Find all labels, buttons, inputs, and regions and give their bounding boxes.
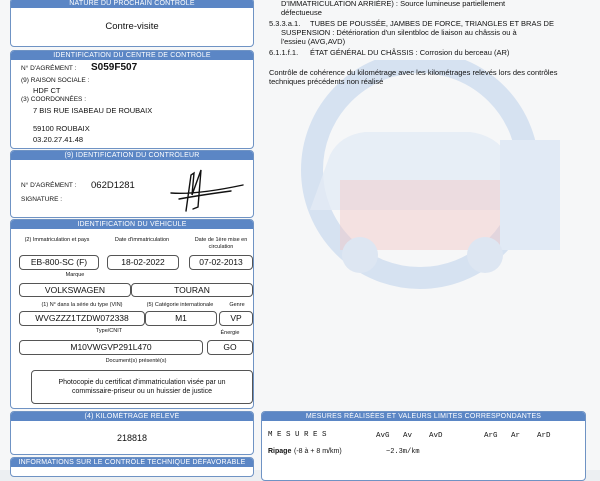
infos-panel xyxy=(10,457,254,477)
type-label: Type/CNIT xyxy=(95,328,123,334)
defect-item-title2: SUSPENSION : Détérioration d'un silentbloc de liaison au châssis ou à xyxy=(281,28,517,37)
date-immat-label: Date d'immatriculation xyxy=(114,237,170,243)
centre-phone: 03.20.27.41.48 xyxy=(33,135,84,144)
nature-value: Contre-visite xyxy=(105,21,159,32)
marque-label: Marque xyxy=(65,272,85,278)
controleur-agrement-value: 062D1281 xyxy=(91,180,135,191)
centre-header: IDENTIFICATION DU CENTRE DE CONTRÔLE xyxy=(11,51,253,60)
vin-label: (1) N° dans la série du type (VIN) xyxy=(41,302,123,308)
km-header: (4) KILOMÉTRAGE RELEVÉ xyxy=(11,412,253,421)
km-note1: Contrôle de cohérence du kilométrage avec les kilométrages relevés lors des contrôles xyxy=(269,68,558,77)
vin-field: WVGZZZ1TZDW072338 xyxy=(19,311,145,326)
defect-item-title: TUBES DE POUSSÉE, JAMBES DE FORCE, TRIANGLES ET BRAS DE xyxy=(310,19,554,28)
centre-raison-label: (9) RAISON SOCIALE : xyxy=(21,77,90,84)
col-av: Av xyxy=(403,432,413,440)
signature-mark xyxy=(151,165,251,217)
centre-raison-value: HDF CT xyxy=(33,86,61,95)
marque-field: VOLKSWAGEN xyxy=(19,283,131,297)
docs-line2: commissaire-priseur ou un huissier de justice xyxy=(71,388,213,395)
centre-address2: 59100 ROUBAIX xyxy=(33,124,90,133)
type-field: M10VWGVP291L470 xyxy=(19,340,203,355)
energie-label: Énergie xyxy=(220,330,240,336)
date-first-field: 07-02-2013 xyxy=(189,255,253,270)
defect-item-code: 5.3.3.a.1. xyxy=(269,19,301,28)
km-note2: techniques précédents non réalisé xyxy=(269,77,384,86)
defect-line2: défectueuse xyxy=(281,8,322,17)
ripage-label: Ripage xyxy=(268,448,292,455)
controleur-header: (9) IDENTIFICATION DU CONTRÔLEUR xyxy=(11,151,253,160)
nature-panel xyxy=(10,0,254,47)
centre-coord-label: (3) COORDONNÉES : xyxy=(21,96,87,103)
modele-field: TOURAN xyxy=(131,283,253,297)
km-panel xyxy=(10,411,254,455)
mesures-title: M E S U R E S xyxy=(268,431,327,439)
defect-item2-text: ÉTAT GÉNÉRAL DU CHÂSSIS : Corrosion du berceau (AR) xyxy=(310,48,510,57)
docs-field xyxy=(31,370,253,404)
infos-header: INFORMATIONS SUR LE CONTRÔLE TECHNIQUE DÉFAVORABLE xyxy=(11,458,253,467)
centre-agrement-label: N° D'AGRÉMENT : xyxy=(21,65,77,72)
defect-item2-code: 6.1.1.f.1. xyxy=(269,48,299,57)
controleur-panel xyxy=(10,150,254,218)
centre-panel xyxy=(10,50,254,149)
docs-label: Document(s) présenté(s) xyxy=(105,358,167,364)
immat-label: (2) Immatriculation et pays xyxy=(24,237,90,243)
col-avg: AvG xyxy=(376,432,390,440)
immat-field: EB-800-SC (F) xyxy=(19,255,99,270)
genre-field: VP xyxy=(219,311,253,326)
km-value: 218818 xyxy=(116,433,148,443)
genre-label: Genre xyxy=(229,302,245,308)
car-watermark-icon xyxy=(270,60,570,310)
vehicule-header: IDENTIFICATION DU VÉHICULE xyxy=(11,220,253,229)
cat-field: M1 xyxy=(145,311,217,326)
centre-agrement-value: S059F507 xyxy=(91,62,138,73)
col-arg: ArG xyxy=(484,432,498,440)
vehicule-panel xyxy=(10,219,254,409)
mesures-header: MESURES RÉALISÉES ET VALEURS LIMITES CORRESPONDANTES xyxy=(262,412,585,421)
col-ard: ArD xyxy=(537,432,551,440)
centre-address1: 7 BIS RUE ISABEAU DE ROUBAIX xyxy=(33,106,153,115)
ripage-value: ~2.3m/km xyxy=(386,448,420,456)
cat-label: (5) Catégorie internationale xyxy=(146,302,214,308)
defect-item-title3: l'essieu (AVG,AVD) xyxy=(281,37,346,46)
nature-header: NATURE DU PROCHAIN CONTRÔLE xyxy=(11,0,253,8)
controleur-signature-label: SIGNATURE : xyxy=(21,196,63,203)
controleur-agrement-label: N° D'AGRÉMENT : xyxy=(21,182,77,189)
col-ar: Ar xyxy=(511,432,521,440)
col-avd: AvD xyxy=(429,432,443,440)
energie-field: GO xyxy=(207,340,253,355)
mesures-panel xyxy=(261,411,586,481)
defect-line1: D'IMMATRICULATION ARRIÈRE) : Source lumineuse partiellement xyxy=(281,0,506,8)
date-first-label: Date de 1ère mise en circulation xyxy=(194,237,248,250)
date-immat-field: 18-02-2022 xyxy=(107,255,179,270)
ripage-range: (-8 à + 8 m/km) xyxy=(294,448,342,455)
docs-line1: Photocopie du certificat d'immatriculation visée par un xyxy=(58,379,226,386)
